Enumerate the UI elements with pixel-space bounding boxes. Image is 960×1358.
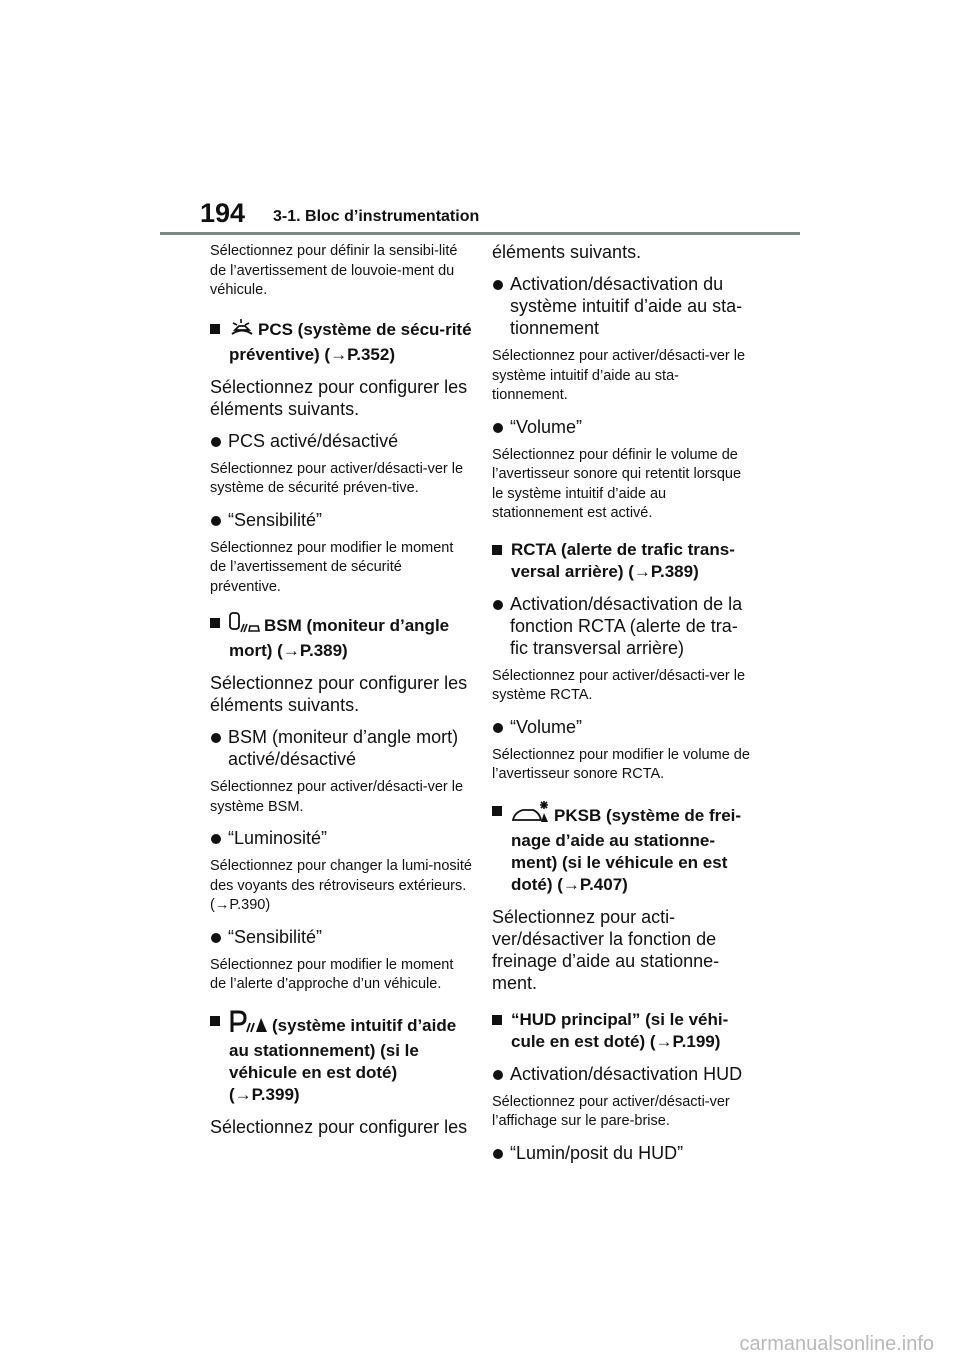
section-title: 3-1. Bloc d’instrumentation (273, 208, 480, 225)
pcs-heading (210, 318, 472, 366)
bullet-dot-icon (211, 733, 221, 743)
hud-heading-text: “HUD principal” (si le véhi-cule en est doté) (→P.199) (511, 1009, 729, 1051)
pcs-body: Sélectionnez pour configurer les éléments suivants. (210, 376, 468, 419)
square-bullet-icon (210, 324, 220, 334)
pcs-bullet-1: PCS activé/désactivé (210, 430, 472, 452)
square-bullet-icon (210, 618, 220, 628)
bsm-desc-3: Sélectionnez pour modifier le moment de l’alerte d’approche d’un véhicule. (210, 956, 454, 992)
rcta-heading (492, 539, 754, 583)
square-bullet-icon (210, 1016, 220, 1026)
rcta-desc-2: Sélectionnez pour modifier le volume de l’avertisseur sonore RCTA. (492, 746, 750, 782)
bullet-dot-icon (493, 1149, 503, 1159)
pksb-body: Sélectionnez pour acti-ver/désactiver la fonction de freinage d’aide au stationne-ment. (492, 906, 720, 993)
pksb-heading-text: PKSB (système de frei-nage d’aide au stationne-ment) (si le véhicule en est doté) (→P.407) (511, 805, 742, 894)
bsm-heading (210, 612, 472, 662)
parking-assist-icon (229, 1010, 269, 1040)
bullet-dot-icon (493, 600, 503, 610)
bullet-dot-icon (493, 423, 503, 433)
bsm-desc-2: Sélectionnez pour changer la lumi-nosité des voyants des rétroviseurs extérieurs. (→P.390) (210, 858, 472, 913)
page-number: 194 (200, 198, 246, 228)
ipa-body: Sélectionnez pour configurer les (210, 1116, 468, 1137)
intro-text: Sélectionnez pour définir la sensibi-lité de l’avertissement de louvoie-ment du véhicule. (210, 243, 458, 298)
bullet-dot-icon (211, 516, 221, 526)
bsm-heading-text: BSM (moniteur d’angle mort) (→P.389) (229, 616, 450, 660)
bullet-dot-icon (211, 933, 221, 943)
ipa-heading-text: (système intuitif d’aide au stationnement) (si le véhicule en est doté) (→P.399) (229, 1015, 457, 1104)
hud-bullet-1: Activation/désactivation HUD (492, 1063, 754, 1085)
rcta-bullet-2: “Volume” (492, 716, 754, 738)
ipa-desc-1: Sélectionnez pour activer/désacti-ver le système intuitif d’aide au sta-tionnement. (492, 348, 746, 403)
rcta-desc-1: Sélectionnez pour activer/désacti-ver le système RCTA. (492, 667, 746, 703)
bullet-dot-icon (493, 1070, 503, 1080)
pksb-heading (492, 800, 754, 896)
bsm-bullet-2: “Luminosité” (210, 827, 472, 849)
ipa-bullet-1: Activation/désactivation du système intuitif d’aide au sta-tionnement (492, 273, 754, 339)
header-divider (160, 232, 800, 235)
bsm-bullet-3: “Sensibilité” (210, 926, 472, 948)
pcs-bullet-2: “Sensibilité” (210, 509, 472, 531)
bsm-desc-1: Sélectionnez pour activer/désacti-ver le système BSM. (210, 779, 464, 815)
rcta-heading-text: RCTA (alerte de trafic trans-versal arrière) (→P.389) (511, 539, 735, 581)
pcs-desc-1: Sélectionnez pour activer/désacti-ver le système de sécurité préven-tive. (210, 460, 464, 496)
square-bullet-icon (492, 1015, 502, 1025)
left-column (210, 240, 472, 1138)
pcs-desc-2: Sélectionnez pour modifier le moment de l’avertissement de sécurité préventive. (210, 539, 454, 595)
bsm-icon (229, 612, 261, 640)
square-bullet-icon (492, 806, 502, 816)
bullet-dot-icon (211, 437, 221, 447)
pcs-heading-text: PCS (système de sécu-rité préventive) (→P.352) (229, 319, 472, 364)
bsm-bullet-1: BSM (moniteur d’angle mort) activé/désactivé (210, 726, 472, 770)
continued-text: éléments suivants. (492, 242, 642, 262)
ipa-heading (210, 1010, 472, 1106)
ipa-desc-2: Sélectionnez pour définir le volume de l’avertisseur sonore qui retentit lorsque le système intuitif d’aide au stationnement est activé. (492, 446, 742, 521)
bullet-dot-icon (493, 280, 503, 290)
pcs-icon (229, 318, 255, 344)
hud-bullet-2: “Lumin/posit du HUD” (492, 1142, 754, 1164)
right-column (492, 240, 754, 1164)
square-bullet-icon (492, 545, 502, 555)
hud-heading (492, 1009, 754, 1053)
rcta-bullet-1: Activation/désactivation de la fonction RCTA (alerte de tra-fic transversal arrière) (492, 593, 754, 659)
bsm-body: Sélectionnez pour configurer les éléments suivants. (210, 673, 468, 715)
bullet-dot-icon (493, 723, 503, 733)
ipa-bullet-2: “Volume” (492, 416, 754, 438)
pksb-icon (511, 800, 551, 830)
bullet-dot-icon (211, 834, 221, 844)
watermark-logo[interactable]: carmanualsonline.info (739, 1333, 934, 1355)
hud-desc-1: Sélectionnez pour activer/désacti-ver l’affichage sur le pare-brise. (492, 1093, 730, 1129)
